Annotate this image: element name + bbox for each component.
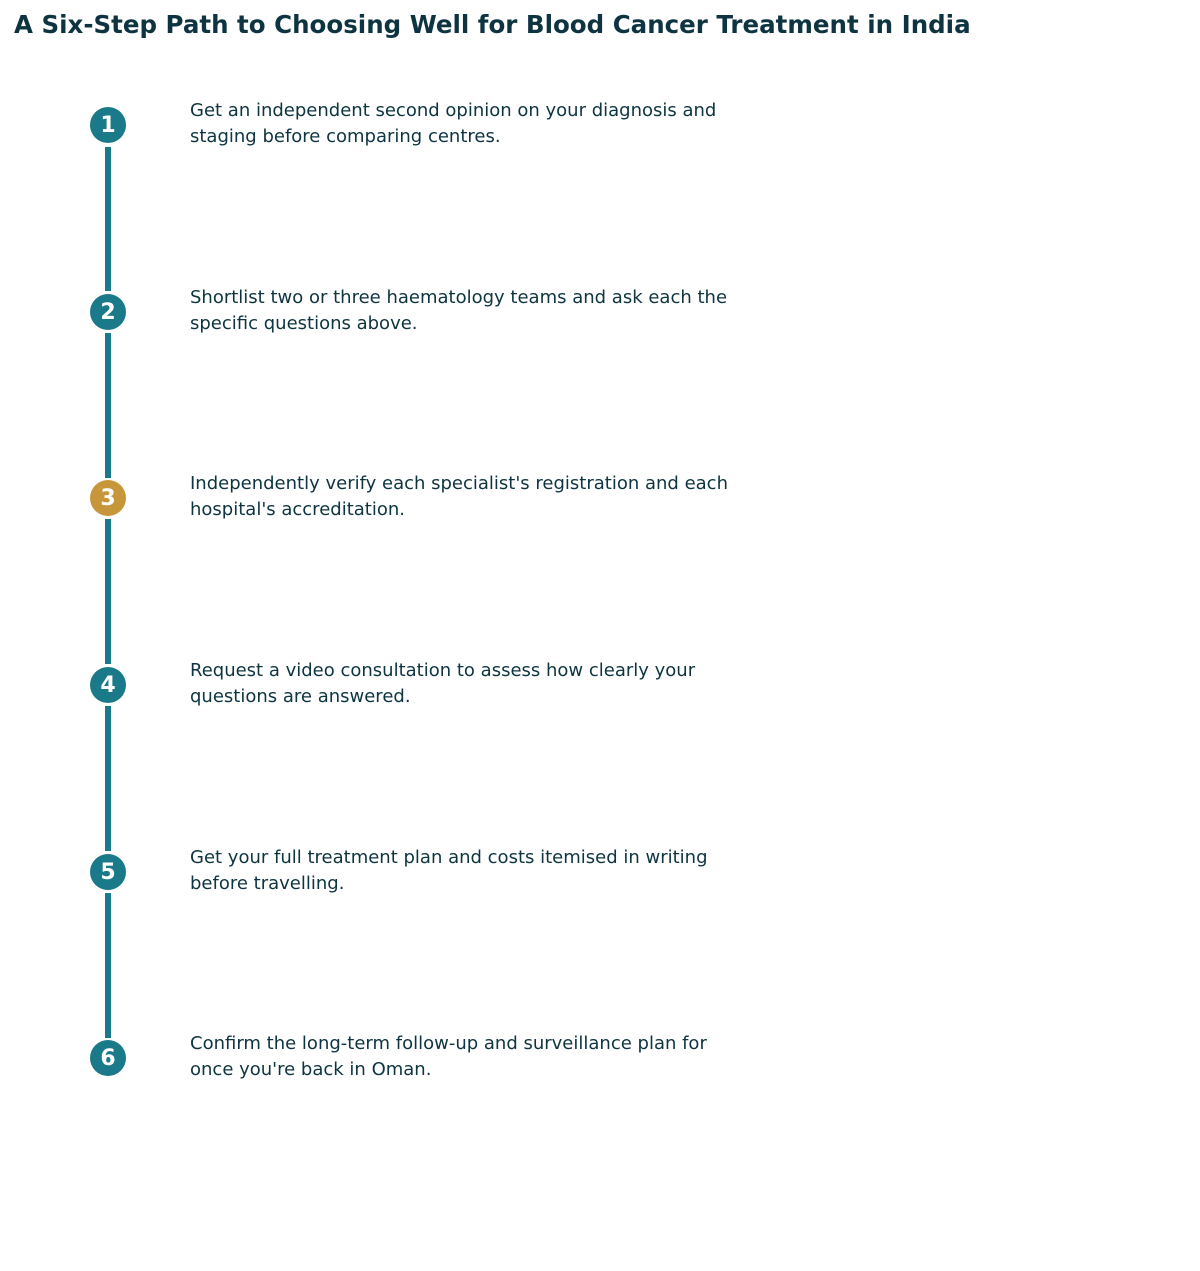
- connector-4-5: [105, 706, 111, 851]
- step-4-marker: 4: [90, 667, 126, 703]
- step-1-marker: 1: [90, 107, 126, 143]
- step-3-text: Independently verify each specialist's registration and each hospital's accreditation.: [190, 473, 728, 520]
- step-1-text: Get an independent second opinion on your diagnosis and staging before comparing centres.: [190, 100, 717, 147]
- step-6-marker: 6: [90, 1040, 126, 1076]
- step-2-marker: 2: [90, 294, 126, 330]
- step-4-text: Request a video consultation to assess how clearly your questions are answered.: [190, 660, 696, 707]
- page-title: A Six-Step Path to Choosing Well for Blood Cancer Treatment in India: [14, 10, 971, 39]
- step-2-text: Shortlist two or three haematology teams and ask each the specific questions above.: [190, 287, 728, 334]
- connector-2-3: [105, 333, 111, 478]
- connector-5-6: [105, 893, 111, 1038]
- step-5-marker: 5: [90, 854, 126, 890]
- step-6-text: Confirm the long-term follow-up and surveillance plan for once you're back in Oman.: [190, 1033, 707, 1080]
- connector-1-2: [105, 147, 111, 291]
- connector-3-4: [105, 519, 111, 664]
- step-5-text: Get your full treatment plan and costs itemised in writing before travelling.: [190, 847, 708, 894]
- step-3-marker: 3: [90, 480, 126, 516]
